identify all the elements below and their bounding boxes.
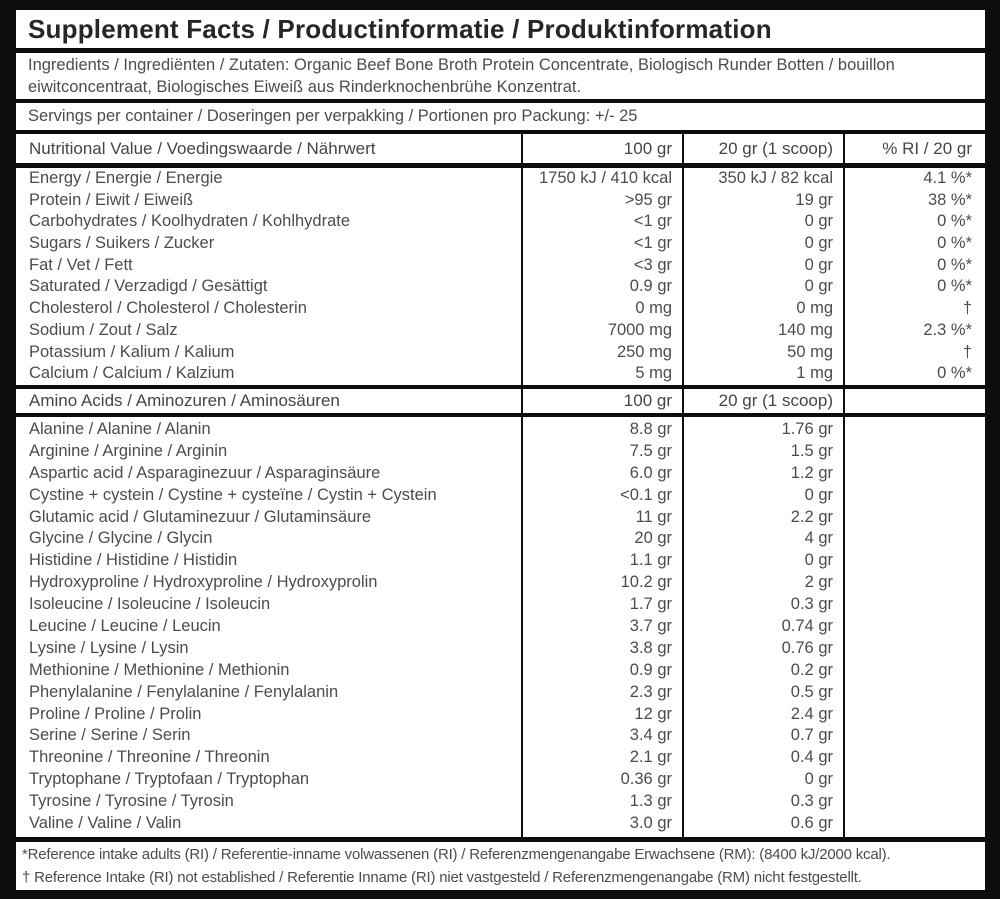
nutrient-label: Cholesterol / Cholesterol / Cholesterin — [29, 299, 307, 318]
nutrition-header-per100: 100 gr — [623, 138, 672, 158]
nutrient-per20: 1 mg — [796, 364, 833, 383]
nutrient-ri: 0 %* — [937, 255, 972, 274]
amino-row — [16, 528, 985, 550]
nutrient-row — [16, 255, 985, 277]
amino-per20: 0.5 gr — [790, 682, 833, 701]
amino-ri — [844, 441, 985, 463]
amino-per20: 2.4 gr — [790, 704, 833, 723]
nutrient-ri: 38 %* — [927, 190, 972, 209]
nutrient-ri: 0 %* — [937, 234, 972, 253]
amino-per100: <0.1 gr — [620, 485, 672, 504]
amino-ri — [844, 791, 985, 813]
amino-row — [16, 572, 985, 594]
amino-ri — [844, 594, 985, 616]
amino-per100: 1.7 gr — [629, 595, 672, 614]
nutrient-label: Sodium / Zout / Salz — [29, 320, 178, 339]
amino-ri — [844, 485, 985, 507]
amino-per100: 11 gr — [635, 507, 672, 526]
amino-per20: 0.74 gr — [781, 617, 833, 636]
amino-per100: 3.4 gr — [629, 726, 672, 745]
amino-row — [16, 463, 985, 485]
amino-ri — [844, 704, 985, 726]
amino-row — [16, 485, 985, 507]
nutrient-per20: 50 mg — [787, 342, 833, 361]
amino-ri — [844, 725, 985, 747]
nutrient-per100: 0 mg — [635, 299, 672, 318]
nutrient-per100: 1750 kJ / 410 kcal — [539, 169, 672, 187]
nutrient-per20: 0 gr — [804, 234, 833, 253]
amino-ri — [844, 813, 985, 835]
amino-label: Cystine + cystein / Cystine + cysteïne / Cystin + Cystein — [29, 485, 437, 504]
amino-row — [16, 747, 985, 769]
amino-label: Phenylalanine / Fenylalanine / Fenylalanin — [29, 682, 339, 701]
amino-per20: 0.6 gr — [790, 814, 833, 833]
nutrition-header-per20: 20 gr (1 scoop) — [718, 138, 833, 158]
nutrient-ri: 0 %* — [937, 212, 972, 231]
amino-label: Threonine / Threonine / Threonin — [29, 748, 270, 767]
column-divider — [843, 134, 845, 837]
nutrition-rows — [16, 168, 985, 385]
nutrition-header-ri: % RI / 20 gr — [882, 138, 972, 158]
nutrient-row — [16, 233, 985, 255]
amino-label: Valine / Valine / Valin — [29, 814, 182, 833]
amino-row — [16, 419, 985, 441]
amino-row — [16, 660, 985, 682]
nutrient-label: Carbohydrates / Koolhydraten / Kohlhydrate — [29, 212, 351, 231]
nutrient-row — [16, 320, 985, 342]
amino-per100: 7.5 gr — [629, 441, 672, 460]
amino-per20: 0 gr — [804, 551, 833, 570]
nutrition-header-name: Nutritional Value / Voedingswaarde / Nährwert — [29, 138, 376, 158]
column-divider — [682, 134, 684, 837]
amino-per100: 2.3 gr — [629, 682, 672, 701]
amino-per100: 0.36 gr — [620, 770, 672, 789]
amino-label: Alanine / Alanine / Alanin — [29, 420, 211, 438]
amino-per20: 1.5 gr — [790, 441, 833, 460]
nutrient-per100: <3 gr — [633, 255, 672, 274]
amino-row — [16, 791, 985, 813]
nutrient-ri: 4.1 %* — [923, 169, 972, 187]
amino-ri — [844, 638, 985, 660]
amino-row — [16, 813, 985, 835]
amino-per20: 0.3 gr — [790, 792, 833, 811]
nutrient-row — [16, 298, 985, 320]
amino-ri — [844, 507, 985, 529]
amino-label: Lysine / Lysine / Lysin — [29, 638, 189, 657]
amino-ri — [844, 769, 985, 791]
amino-label: Tyrosine / Tyrosine / Tyrosin — [29, 792, 234, 811]
amino-per100: 1.1 gr — [629, 551, 672, 570]
nutrient-row — [16, 342, 985, 364]
label-content — [16, 10, 985, 890]
amino-ri — [844, 616, 985, 638]
amino-label: Leucine / Leucine / Leucin — [29, 617, 221, 636]
amino-row — [16, 725, 985, 747]
ingredients-text: Ingredients / Ingrediënten / Zutaten: Organic Beef Bone Broth Protein Concentrate, Biologisch Runder Botten / bouillon eiwitconcentraat, Biologisches Eiweiß aus Rinderknochenbrühe Konzentrat. — [28, 56, 895, 96]
nutrient-label: Fat / Vet / Fett — [29, 255, 133, 274]
nutrient-ri: 2.3 %* — [923, 320, 972, 339]
nutrient-row — [16, 276, 985, 298]
nutrient-label: Potassium / Kalium / Kalium — [29, 342, 235, 361]
amino-per20: 0.3 gr — [790, 595, 833, 614]
nutrient-per20: 19 gr — [795, 190, 833, 209]
amino-per100: 0.9 gr — [629, 660, 672, 679]
amino-label: Tryptophane / Tryptofaan / Tryptophan — [29, 770, 310, 789]
amino-row — [16, 638, 985, 660]
amino-label: Methionine / Methionine / Methionin — [29, 660, 290, 679]
amino-per20: 4 gr — [804, 529, 833, 548]
nutrient-label: Calcium / Calcium / Kalzium — [29, 364, 235, 383]
amino-label: Histidine / Histidine / Histidin — [29, 551, 238, 570]
amino-label: Aspartic acid / Asparaginezuur / Asparaginsäure — [29, 463, 381, 482]
amino-ri — [844, 660, 985, 682]
amino-per20: 2.2 gr — [790, 507, 833, 526]
amino-label: Hydroxyproline / Hydroxyproline / Hydroxyprolin — [29, 573, 378, 592]
amino-rows — [16, 417, 985, 837]
amino-per100: 12 gr — [634, 704, 672, 723]
nutrient-ri: 0 %* — [937, 277, 972, 296]
amino-row — [16, 682, 985, 704]
amino-label: Arginine / Arginine / Arginin — [29, 441, 228, 460]
amino-header-per20: 20 gr (1 scoop) — [718, 391, 833, 410]
amino-label: Proline / Proline / Prolin — [29, 704, 202, 723]
amino-label: Glycine / Glycine / Glycin — [29, 529, 213, 548]
amino-header-name: Amino Acids / Aminozuren / Aminosäuren — [29, 391, 340, 410]
page-title: Supplement Facts / Productinformatie / Produktinformation — [28, 13, 772, 44]
amino-ri — [844, 747, 985, 769]
amino-label: Isoleucine / Isoleucine / Isoleucin — [29, 595, 271, 614]
nutrient-per20: 0 mg — [796, 299, 833, 318]
nutrient-per100: 7000 mg — [607, 320, 672, 339]
amino-per20: 0 gr — [804, 485, 833, 504]
amino-label: Glutamic acid / Glutaminezuur / Glutaminsäure — [29, 507, 372, 526]
nutrient-row — [16, 363, 985, 385]
amino-per100: 3.8 gr — [629, 638, 672, 657]
nutrient-per100: 0.9 gr — [629, 277, 672, 296]
amino-per100: 1.3 gr — [629, 792, 672, 811]
nutrient-ri: † — [962, 299, 972, 318]
column-divider — [521, 134, 523, 837]
nutrition-header-row — [16, 134, 985, 163]
amino-row — [16, 507, 985, 529]
amino-ri — [844, 528, 985, 550]
amino-row — [16, 704, 985, 726]
nutrient-per100: <1 gr — [633, 212, 672, 231]
amino-ri — [844, 572, 985, 594]
amino-per20: 2 gr — [804, 573, 833, 592]
amino-per100: 6.0 gr — [629, 463, 672, 482]
amino-ri — [844, 682, 985, 704]
amino-per20: 1.76 gr — [781, 420, 833, 438]
nutrient-row — [16, 190, 985, 212]
amino-per20: 0.2 gr — [790, 660, 833, 679]
nutrient-per20: 0 gr — [804, 255, 833, 274]
amino-per20: 0.76 gr — [781, 638, 833, 657]
nutrient-label: Sugars / Suikers / Zucker — [29, 234, 215, 253]
amino-row — [16, 441, 985, 463]
amino-ri — [844, 550, 985, 572]
amino-header-row — [16, 389, 985, 413]
footnotes — [16, 842, 985, 890]
amino-per100: 10.2 gr — [620, 573, 672, 592]
nutrient-per20: 350 kJ / 82 kcal — [718, 169, 833, 187]
nutrient-per100: 5 mg — [635, 364, 672, 383]
nutrient-per20: 0 gr — [804, 277, 833, 296]
amino-row — [16, 616, 985, 638]
nutrient-ri: 0 %* — [937, 364, 972, 383]
footnote-reference-intake: *Reference intake adults (RI) / Referentie-inname volwassenen (RI) / Referenzmengenangabe Erwachsene (RM): (8400 kJ/2000 kcal). — [22, 846, 891, 863]
nutrient-row — [16, 211, 985, 233]
amino-per20: 1.2 gr — [790, 463, 833, 482]
nutrient-per100: >95 gr — [624, 190, 672, 209]
footnote-not-established: † Reference Intake (RI) not established / Referentie Inname (RI) niet vastgesteld / Referenzmengenangabe (RM) nicht festgestellt. — [22, 869, 862, 886]
amino-label: Serine / Serine / Serin — [29, 726, 191, 745]
amino-per20: 0 gr — [804, 770, 833, 789]
nutrient-per100: <1 gr — [633, 234, 672, 253]
amino-per20: 0.4 gr — [790, 748, 833, 767]
servings-text: Servings per container / Doseringen per verpakking / Portionen pro Packung: +/- 25 — [28, 107, 638, 125]
nutrient-per20: 0 gr — [804, 212, 833, 231]
amino-row — [16, 769, 985, 791]
amino-per100: 2.1 gr — [629, 748, 672, 767]
nutrient-per20: 140 mg — [777, 320, 833, 339]
amino-ri — [844, 463, 985, 485]
nutrient-per100: 250 mg — [616, 342, 672, 361]
amino-per100: 3.0 gr — [629, 814, 672, 833]
amino-row — [16, 594, 985, 616]
amino-ri — [844, 419, 985, 441]
amino-row — [16, 550, 985, 572]
nutrition-amino-table — [16, 134, 985, 837]
nutrient-label: Saturated / Verzadigd / Gesättigt — [29, 277, 268, 296]
nutrient-label: Protein / Eiwit / Eiweiß — [29, 190, 194, 209]
nutrient-row — [16, 168, 985, 190]
nutrient-ri: † — [962, 342, 972, 361]
amino-per20: 0.7 gr — [790, 726, 833, 745]
amino-per100: 8.8 gr — [629, 420, 672, 438]
amino-per100: 3.7 gr — [629, 617, 672, 636]
nutrient-label: Energy / Energie / Energie — [29, 169, 223, 187]
amino-header-per100: 100 gr — [623, 391, 672, 410]
amino-per100: 20 gr — [634, 529, 672, 548]
